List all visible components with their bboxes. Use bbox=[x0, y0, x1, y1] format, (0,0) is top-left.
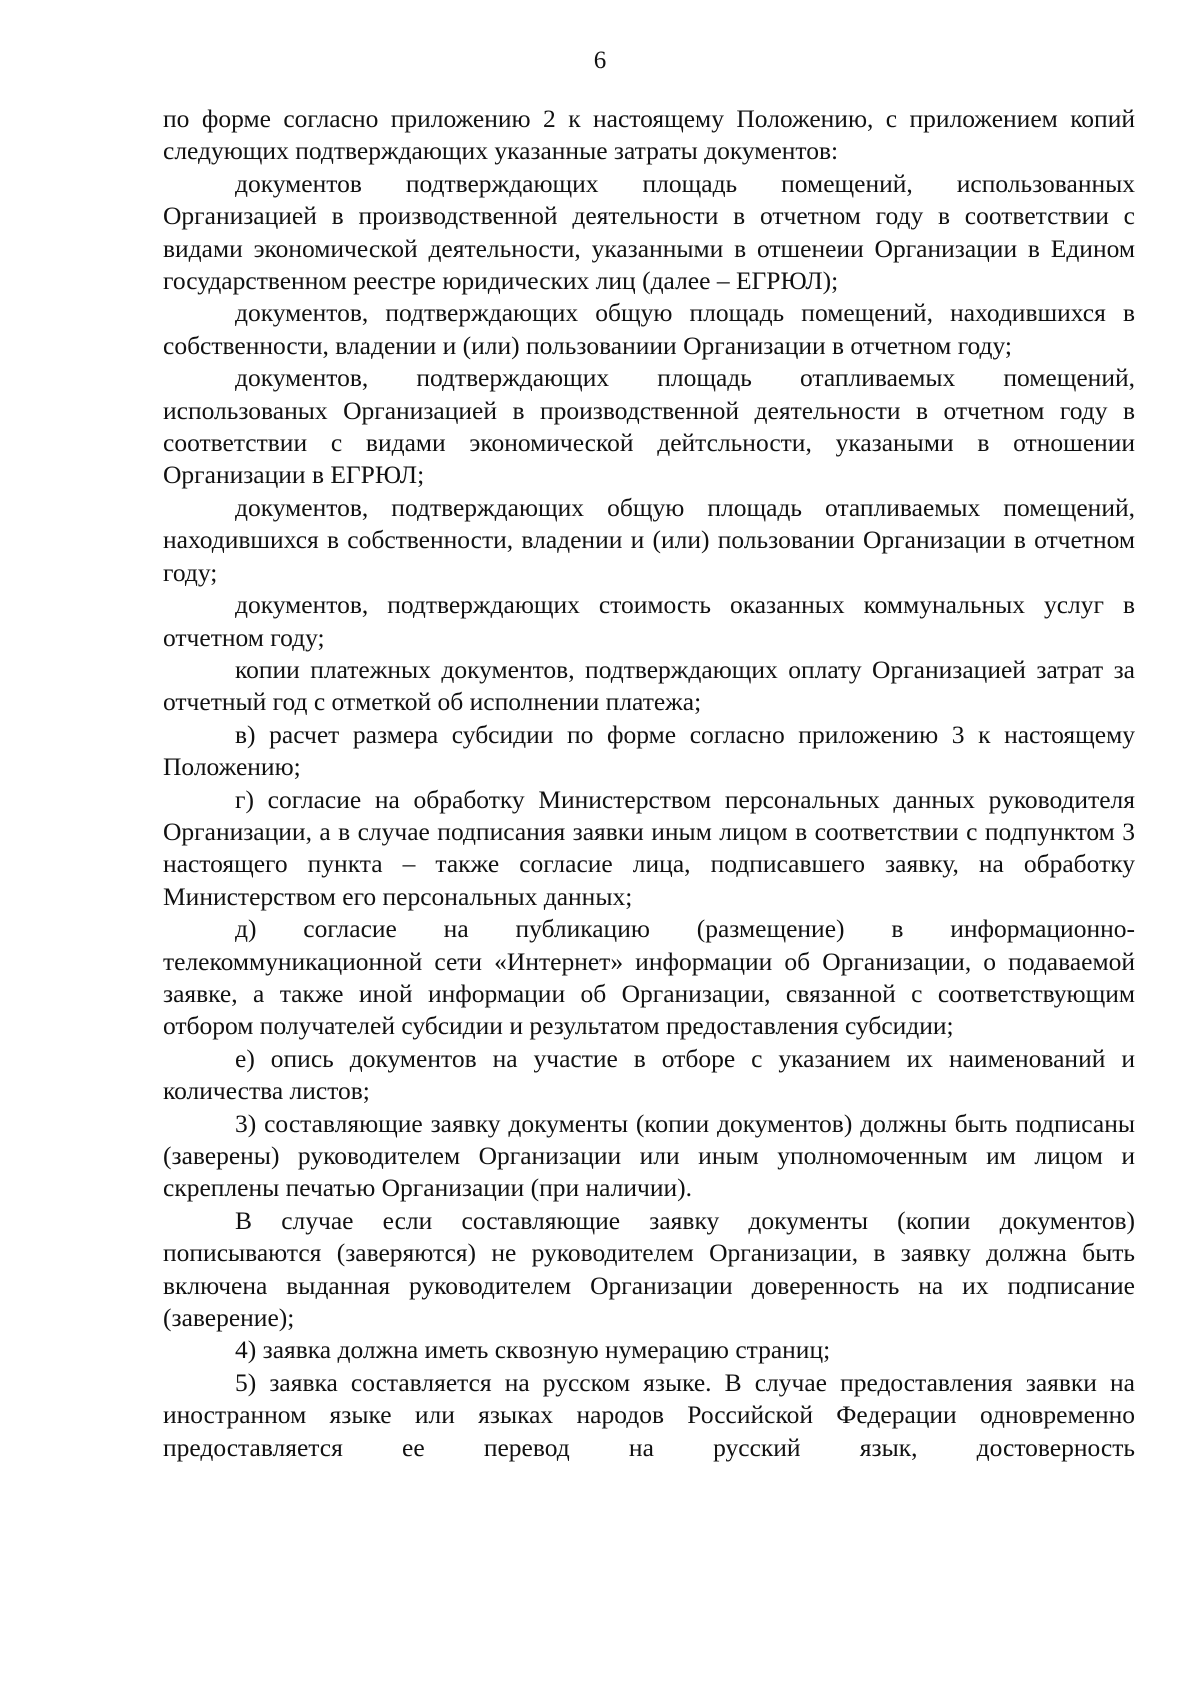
paragraph-item-3-signed-documents: 3) составляющие заявку документы (копии документов) должны быть подписаны (заверены) руководителем Организации или иным уполномоченным им лицом и скреплены печатью Организации (при наличии). bbox=[163, 1108, 1135, 1203]
document-body bbox=[163, 103, 1135, 1464]
paragraph-item-d-publication-consent: д) согласие на публикацию (размещение) в информационно-телекоммуникационной сети «Интернет» информации об Организации, о подаваемой заявке, а также иной информации об Организации, связанной с соответствующим отбором получателей субсидии и результатом предоставления субсидии; bbox=[163, 914, 1135, 1041]
paragraph-total-area-documents: документов, подтверждающих общую площадь помещений, находившихся в собственности, владении и (или) пользованиии Организации в отчетном году; bbox=[163, 298, 1135, 360]
paragraph-item-5-russian-language: 5) заявка составляется на русском языке. В случае предоставления заявки на иностранном языке или языках народов Российской Федерации одновременно предоставляется ее перевод на русский язык, достоверность bbox=[163, 1367, 1135, 1462]
paragraph-heated-area-documents: документов, подтверждающих площадь отапливаемых помещений, использованых Организацией в производственной деятельности в отчетном году в соответствии с видами экономической дейтсльности, указаными в отношении Организации в ЕГРЮЛ; bbox=[163, 363, 1135, 490]
paragraph-item-4-page-numbering: 4) заявка должна иметь сквозную нумерацию страниц; bbox=[235, 1335, 831, 1365]
paragraph-utility-cost-documents: документов, подтверждающих стоимость оказанных коммунальных услуг в отчетном году; bbox=[163, 590, 1135, 652]
paragraph-form-appendix-2: по форме согласно приложению 2 к настоящему Положению, с приложением копий следующих подтверждающих указанные затраты документов: bbox=[163, 104, 1135, 166]
paragraph-item-v-subsidy-calculation: в) расчет размера субсидии по форме согласно приложению 3 к настоящему Положению; bbox=[163, 719, 1135, 782]
paragraph-power-of-attorney: В случае если составляющие заявку документы (копии документов) пописываются (заверяются) не руководителем Организации, в заявку должна быть включена выданная руководителем Организации доверенность на их подписание (заверение); bbox=[163, 1205, 1135, 1333]
paragraph-item-e-document-inventory: е) опись документов на участие в отборе с указанием их наименований и количества листов; bbox=[163, 1043, 1135, 1106]
paragraph-item-g-personal-data-consent: г) согласие на обработку Министерством персональных данных руководителя Организации, а в случае подписания заявки иным лицом в соответствии с подпунктом 3 настоящего пункта – также согласие лица, подписавшего заявку, на обработку Министерством его персональных данных; bbox=[163, 784, 1135, 911]
paragraph-premises-area-documents: документов подтверждающих площадь помещений, использованных Организацией в производственной деятельности в отчетном году в соответствии с видами экономической деятельности, указанными в отшенеии Организации в Едином государственном реестре юридических лиц (далее – ЕГРЮЛ); bbox=[163, 168, 1135, 296]
paragraph-total-heated-area-documents: документов, подтверждающих общую площадь отапливаемых помещений, находившихся в собственности, владении и (или) пользовании Организации в отчетном году; bbox=[163, 492, 1135, 587]
paragraph-payment-documents: копии платежных документов, подтверждающих оплату Организацией затрат за отчетный год с отметкой об исполнении платежа; bbox=[163, 654, 1135, 717]
page-number: 6 bbox=[593, 47, 607, 74]
